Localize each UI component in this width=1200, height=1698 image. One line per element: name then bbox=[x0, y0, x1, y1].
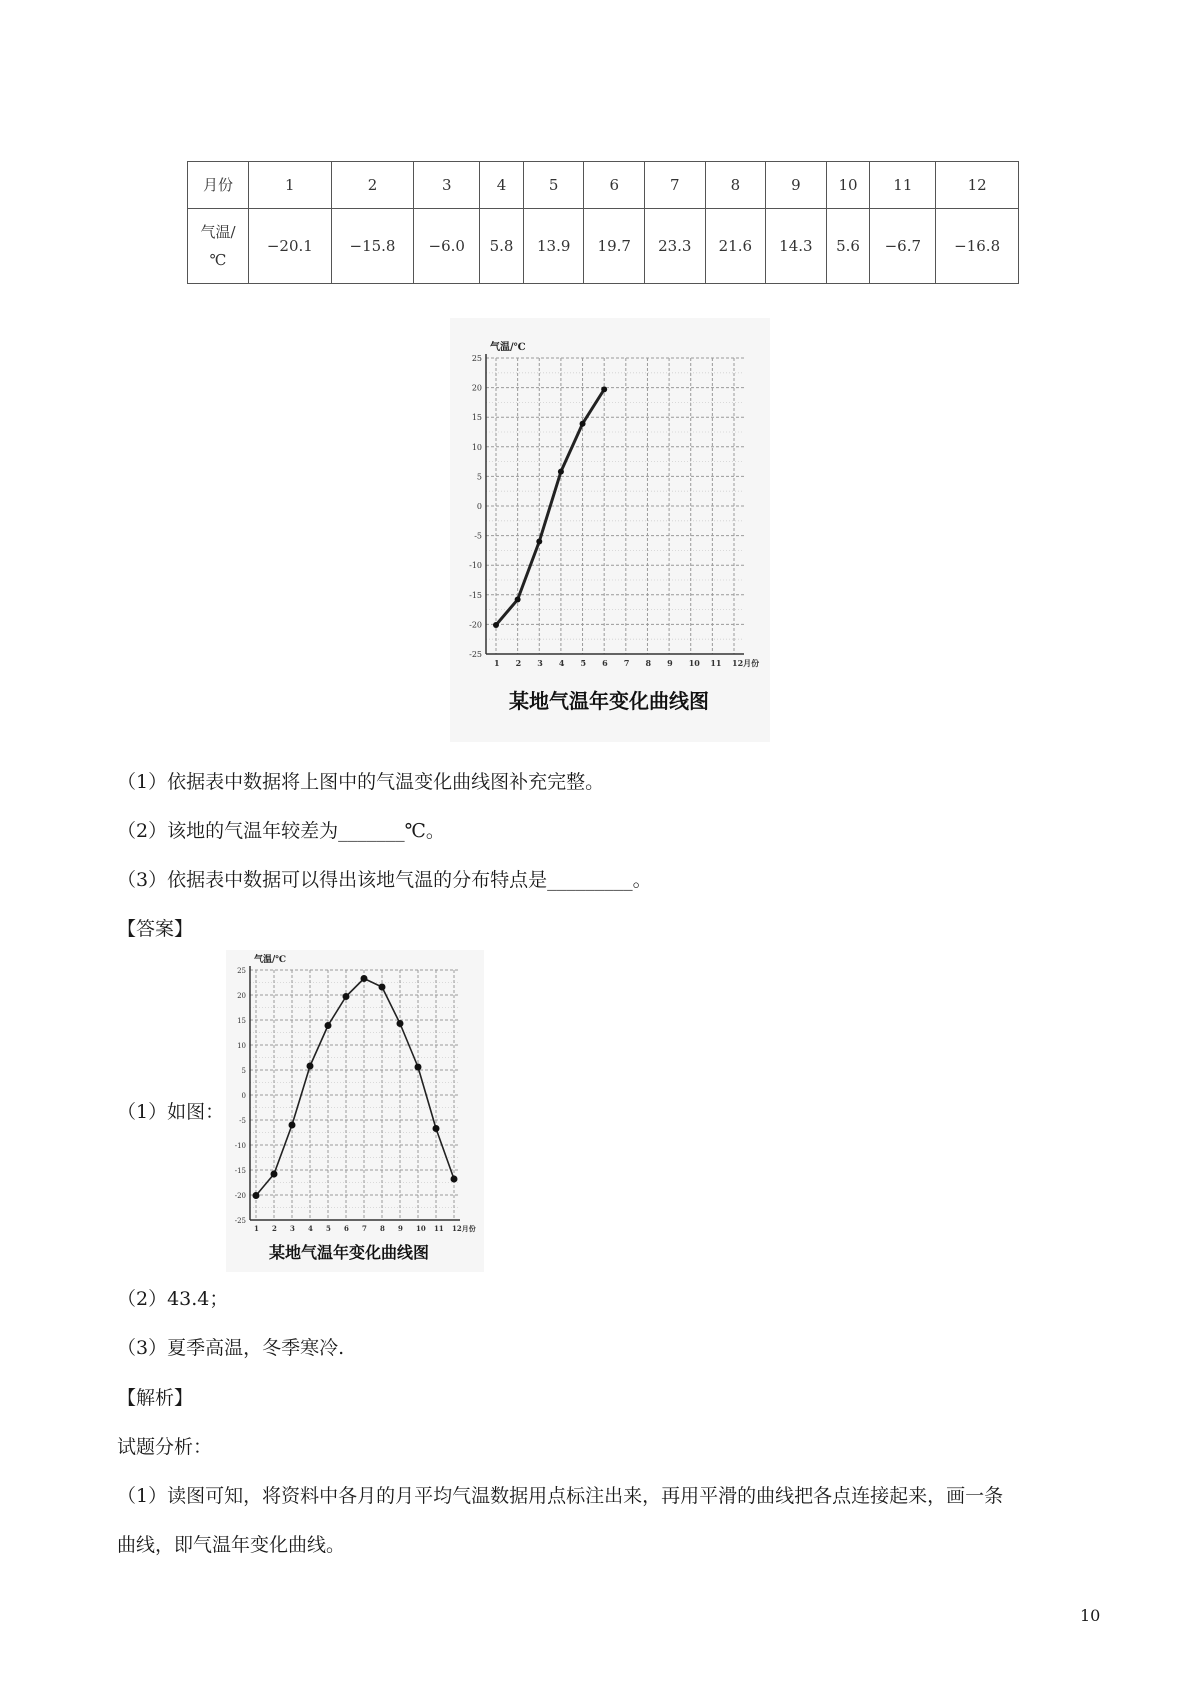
x-tick-label: 9 bbox=[398, 1224, 403, 1233]
temperature-header bbox=[188, 209, 249, 284]
y-tick-label: -15 bbox=[469, 590, 482, 600]
month-row bbox=[188, 162, 1019, 209]
analysis-heading: 【解析】 bbox=[117, 1387, 194, 1409]
y-tick-label: 5 bbox=[476, 472, 482, 482]
question-2: （2）该地的气温年较差为_______℃。 bbox=[117, 820, 445, 842]
y-axis-label: 气温/℃ bbox=[490, 342, 526, 353]
answer-2: （2）43.4； bbox=[117, 1288, 229, 1310]
y-tick-label: -20 bbox=[234, 1192, 246, 1200]
temperature-cell: 5.6 bbox=[826, 209, 870, 284]
x-tick-label: 2 bbox=[272, 1224, 277, 1233]
y-tick-label: -10 bbox=[469, 561, 482, 571]
temperature-header-line2: ℃ bbox=[209, 251, 227, 269]
x-tick-label: 12月份 bbox=[732, 658, 760, 668]
x-tick-label: 4 bbox=[308, 1224, 313, 1233]
month-cell: 2 bbox=[331, 162, 414, 209]
x-tick-label: 9 bbox=[667, 658, 673, 668]
y-tick-label: -25 bbox=[234, 1217, 246, 1225]
temperature-table bbox=[187, 161, 1019, 284]
temperature-cell: −16.8 bbox=[936, 209, 1019, 284]
temperature-row bbox=[188, 209, 1019, 284]
month-header: 月份 bbox=[188, 162, 249, 209]
x-tick-label: 4 bbox=[558, 658, 565, 668]
y-tick-label: 25 bbox=[471, 354, 482, 363]
y-tick-label: -15 bbox=[234, 1167, 246, 1175]
temperature-cell: −20.1 bbox=[249, 209, 332, 284]
month-cell: 5 bbox=[523, 162, 584, 209]
data-point bbox=[361, 975, 368, 982]
x-tick-label: 11 bbox=[434, 1224, 444, 1233]
chart-title: 某地气温年变化曲线图 bbox=[268, 1243, 430, 1262]
series-line bbox=[496, 389, 604, 625]
answer-heading: 【答案】 bbox=[117, 918, 194, 940]
answer-temperature-chart bbox=[226, 950, 484, 1272]
month-cell: 3 bbox=[414, 162, 480, 209]
y-tick-label: -10 bbox=[234, 1142, 246, 1150]
y-tick-label: -20 bbox=[469, 620, 482, 630]
data-point bbox=[493, 622, 499, 628]
analysis-paragraph-line2: 曲线，即气温年变化曲线。 bbox=[117, 1534, 346, 1556]
month-cell: 7 bbox=[645, 162, 706, 209]
x-tick-label: 7 bbox=[623, 658, 630, 668]
x-tick-label: 10 bbox=[688, 658, 700, 668]
answer-chart-container bbox=[226, 950, 484, 1272]
y-tick-label: 10 bbox=[237, 1042, 246, 1050]
y-tick-label: -5 bbox=[474, 531, 482, 541]
x-tick-label: 3 bbox=[290, 1224, 295, 1233]
y-tick-label: -25 bbox=[469, 650, 482, 659]
temperature-cell: 19.7 bbox=[584, 209, 645, 284]
data-point bbox=[515, 597, 521, 603]
temperature-cell: −6.0 bbox=[414, 209, 480, 284]
x-tick-label: 11 bbox=[710, 658, 722, 668]
month-cell: 1 bbox=[249, 162, 332, 209]
month-cell: 12 bbox=[936, 162, 1019, 209]
x-tick-label: 8 bbox=[645, 658, 652, 668]
x-tick-label: 2 bbox=[515, 658, 522, 668]
answer-1: （1）如图： bbox=[117, 1101, 225, 1123]
x-tick-label: 5 bbox=[326, 1224, 331, 1233]
data-point bbox=[558, 469, 564, 475]
x-tick-label: 8 bbox=[380, 1224, 385, 1233]
y-tick-label: 0 bbox=[476, 502, 482, 511]
data-point bbox=[536, 539, 542, 545]
series-line bbox=[256, 979, 454, 1196]
page-number: 10 bbox=[1080, 1606, 1101, 1625]
question-3: （3）依据表中数据可以得出该地气温的分布特点是_________。 bbox=[117, 869, 652, 891]
question-chart-container bbox=[450, 318, 770, 742]
month-cell: 8 bbox=[705, 162, 766, 209]
data-point bbox=[580, 421, 586, 427]
temperature-cell: 5.8 bbox=[480, 209, 524, 284]
month-cell: 9 bbox=[766, 162, 827, 209]
temperature-cell: 21.6 bbox=[705, 209, 766, 284]
x-tick-label: 6 bbox=[344, 1224, 349, 1233]
data-point bbox=[253, 1192, 260, 1199]
y-tick-label: 25 bbox=[237, 967, 246, 975]
temperature-header-line1: 气温/ bbox=[200, 223, 236, 241]
data-point bbox=[415, 1064, 422, 1071]
data-point bbox=[601, 386, 607, 392]
x-tick-label: 1 bbox=[494, 658, 500, 668]
analysis-intro: 试题分析： bbox=[117, 1436, 213, 1458]
month-cell: 6 bbox=[584, 162, 645, 209]
y-tick-label: 0 bbox=[241, 1092, 246, 1100]
data-point bbox=[433, 1125, 440, 1132]
month-cell: 10 bbox=[826, 162, 870, 209]
x-tick-label: 7 bbox=[362, 1224, 367, 1233]
y-tick-label: 15 bbox=[237, 1017, 246, 1025]
analysis-paragraph-line1: （1）读图可知，将资料中各月的月平均气温数据用点标注出来，再用平滑的曲线把各点连接起来，画一条 bbox=[117, 1485, 1004, 1507]
data-point bbox=[271, 1171, 278, 1178]
y-tick-label: 20 bbox=[471, 383, 482, 393]
data-point bbox=[343, 993, 350, 1000]
temperature-cell: −6.7 bbox=[870, 209, 936, 284]
temperature-cell: 14.3 bbox=[766, 209, 827, 284]
x-tick-label: 1 bbox=[254, 1224, 259, 1233]
x-tick-label: 6 bbox=[602, 658, 608, 668]
y-tick-label: 5 bbox=[241, 1067, 246, 1075]
data-point bbox=[325, 1022, 332, 1029]
temperature-cell: 13.9 bbox=[523, 209, 584, 284]
data-point bbox=[379, 984, 386, 991]
temperature-cell: −15.8 bbox=[331, 209, 414, 284]
y-tick-label: 10 bbox=[471, 442, 482, 452]
answer-3: （3）夏季高温，冬季寒冷. bbox=[117, 1337, 345, 1359]
x-tick-label: 10 bbox=[416, 1224, 426, 1233]
data-point bbox=[451, 1176, 458, 1183]
data-point bbox=[289, 1122, 296, 1129]
y-tick-label: 20 bbox=[237, 992, 246, 1000]
x-tick-label: 5 bbox=[580, 658, 587, 668]
y-tick-label: 15 bbox=[471, 413, 482, 423]
question-1: （1）依据表中数据将上图中的气温变化曲线图补充完整。 bbox=[117, 771, 605, 793]
month-cell: 11 bbox=[870, 162, 936, 209]
month-cell: 4 bbox=[480, 162, 524, 209]
x-tick-label: 12月份 bbox=[452, 1224, 476, 1233]
x-tick-label: 3 bbox=[537, 658, 543, 668]
data-point bbox=[397, 1020, 404, 1027]
y-axis-label: 气温/℃ bbox=[254, 955, 287, 965]
question-temperature-chart bbox=[450, 318, 770, 742]
chart-title: 某地气温年变化曲线图 bbox=[509, 689, 709, 713]
y-tick-label: -5 bbox=[239, 1117, 246, 1125]
temperature-cell: 23.3 bbox=[645, 209, 706, 284]
data-point bbox=[307, 1063, 314, 1070]
